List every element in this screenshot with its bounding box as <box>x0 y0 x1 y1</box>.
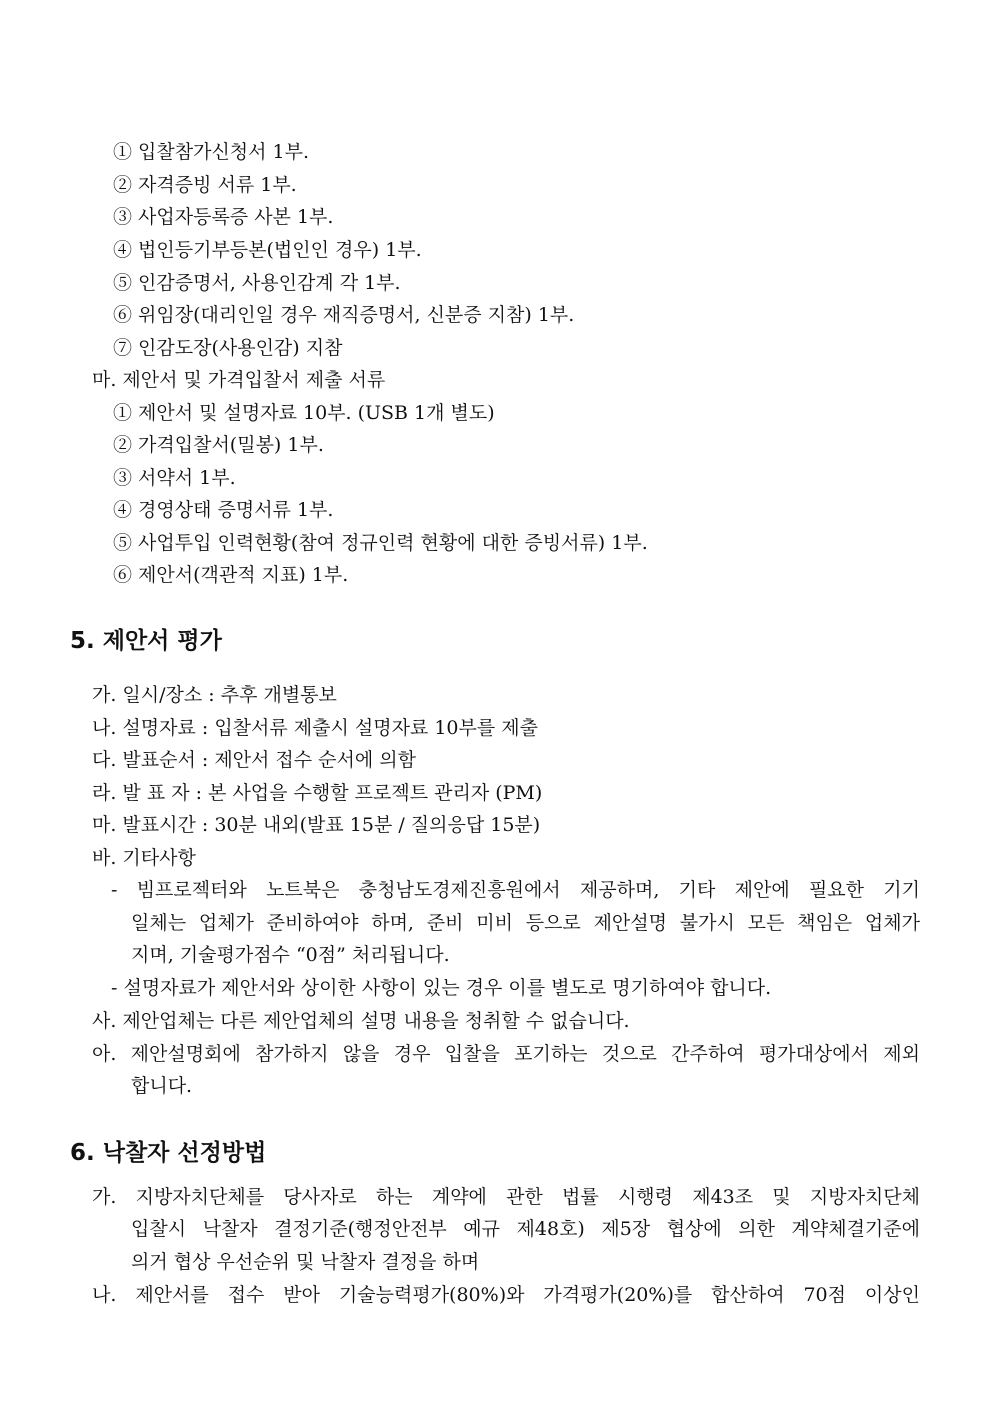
proposal-doc-item: ④ 경영상태 증명서류 1부. <box>113 499 334 521</box>
section6-item-ga-cont: 입찰시 낙찰자 결정기준(행정안전부 예규 제48호) 제5장 협상에 의한 계약체결기준에 <box>131 1218 920 1240</box>
proposal-doc-item: ② 가격입찰서(밀봉) 1부. <box>113 434 324 456</box>
section-heading-6: 6. 낙찰자 선정방법 <box>70 1140 267 1166</box>
section6-item-ga-cont: 의거 협상 우선순위 및 낙찰자 결정을 하며 <box>131 1251 480 1273</box>
submission-doc-item: ⑥ 위임장(대리인일 경우 재직증명서, 신분증 지참) 1부. <box>113 304 575 326</box>
section6-item-ga: 가. 지방자치단체를 당사자로 하는 계약에 관한 법률 시행령 제43조 및 지방자치단체 <box>92 1186 920 1208</box>
proposal-doc-item: ① 제안서 및 설명자료 10부. (USB 1개 별도) <box>113 402 495 424</box>
submission-doc-item: ④ 법인등기부등본(법인인 경우) 1부. <box>113 239 422 261</box>
section5-item-a-cont: 합니다. <box>131 1075 193 1097</box>
section5-item: 나. 설명자료 : 입찰서류 제출시 설명자료 10부를 제출 <box>92 717 538 739</box>
section5-item: 다. 발표순서 : 제안서 접수 순서에 의함 <box>92 749 416 771</box>
etc-note-line: 일체는 업체가 준비하여야 하며, 준비 미비 등으로 제안설명 불가시 모든 책임은 업체가 <box>131 912 920 934</box>
proposal-doc-item: ③ 서약서 1부. <box>113 467 236 489</box>
section5-item: 가. 일시/장소 : 추후 개별통보 <box>92 684 337 706</box>
proposal-doc-item: ⑤ 사업투입 인력현황(참여 정규인력 현황에 대한 증빙서류) 1부. <box>113 532 648 554</box>
section5-item: 바. 기타사항 <box>92 847 196 869</box>
section5-item: 마. 발표시간 : 30분 내외(발표 15분 / 질의응답 15분) <box>92 814 541 836</box>
submission-doc-item: ① 입찰참가신청서 1부. <box>113 141 310 163</box>
section5-item-sa: 사. 제안업체는 다른 제안업체의 설명 내용을 청취할 수 없습니다. <box>92 1010 630 1032</box>
section5-item: 라. 발 표 자 : 본 사업을 수행할 프로젝트 관리자 (PM) <box>92 782 543 804</box>
submission-doc-item: ③ 사업자등록증 사본 1부. <box>113 206 334 228</box>
submission-doc-item: ⑤ 인감증명서, 사용인감계 각 1부. <box>113 272 401 294</box>
submission-doc-item: ⑦ 인감도장(사용인감) 지참 <box>113 337 343 359</box>
proposal-docs-title: 마. 제안서 및 가격입찰서 제출 서류 <box>92 369 386 391</box>
etc-note-line: - 빔프로젝터와 노트북은 충청남도경제진흥원에서 제공하며, 기타 제안에 필요한 기기 <box>111 879 920 901</box>
section6-item-na: 나. 제안서를 접수 받아 기술능력평가(80%)와 가격평가(20%)를 합산하여 70점 이상인 <box>92 1284 920 1306</box>
submission-doc-item: ② 자격증빙 서류 1부. <box>113 174 297 196</box>
section-heading-5: 5. 제안서 평가 <box>70 628 222 654</box>
section5-item-a: 아. 제안설명회에 참가하지 않을 경우 입찰을 포기하는 것으로 간주하여 평가대상에서 제외 <box>92 1043 920 1065</box>
etc-note-line: 지며, 기술평가점수 “0점” 처리됩니다. <box>131 944 450 966</box>
etc-note-line: - 설명자료가 제안서와 상이한 사항이 있는 경우 이를 별도로 명기하여야 합니다. <box>111 977 772 999</box>
proposal-doc-item: ⑥ 제안서(객관적 지표) 1부. <box>113 564 349 586</box>
